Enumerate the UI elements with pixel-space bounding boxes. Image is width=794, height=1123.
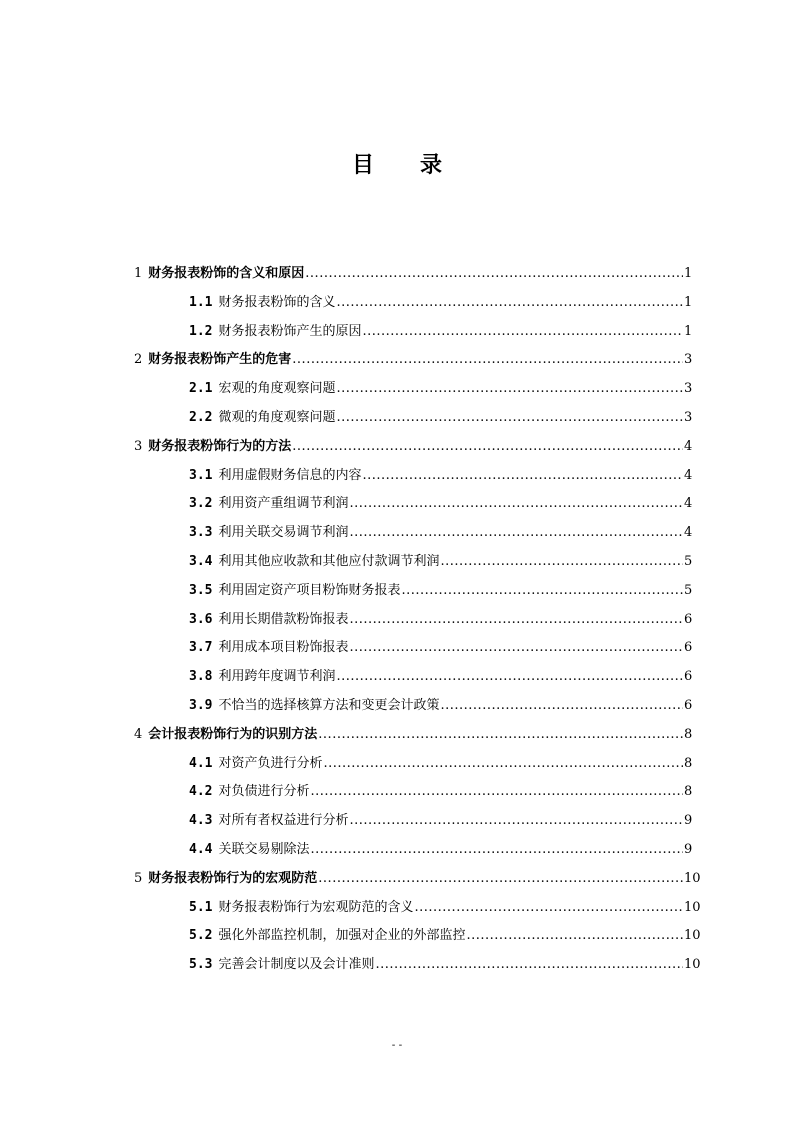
toc-entry-number: 3.7 (189, 640, 213, 656)
toc-entry-title: 利用虚假财务信息的内容 (218, 467, 362, 483)
toc-section-entry[interactable] (134, 291, 693, 320)
toc-entry-number: 5.2 (189, 928, 213, 944)
toc-entry-number: 3.9 (189, 697, 213, 713)
toc-leader-dots (311, 784, 684, 799)
toc-leader-dots (350, 640, 684, 655)
toc-leader-dots (324, 756, 684, 771)
toc-section-entry[interactable] (134, 579, 693, 608)
toc-entry-page-number: 6 (684, 640, 693, 656)
toc-entry-title: 微观的角度观察问题 (218, 409, 336, 425)
page-title (0, 148, 794, 179)
toc-entry-page-number: 4 (684, 467, 693, 483)
toc-entry-page-number: 10 (684, 870, 701, 886)
toc-leader-dots (318, 727, 683, 742)
toc-section-entry[interactable] (134, 752, 693, 781)
toc-leader-dots (292, 439, 683, 454)
toc-leader-dots (363, 324, 684, 339)
toc-entry-page-number: 3 (684, 409, 693, 425)
toc-chapter-entry[interactable] (134, 435, 693, 464)
toc-entry-number: 3.4 (189, 553, 213, 569)
toc-entry-page-number: 8 (684, 755, 693, 771)
toc-entry-page-number: 6 (684, 697, 693, 713)
toc-leader-dots (441, 554, 684, 569)
toc-entry-title: 财务报表粉饰的含义和原因 (148, 266, 305, 281)
toc-entry-number: 3.1 (189, 467, 213, 483)
toc-entry-page-number: 10 (684, 957, 701, 973)
toc-entry-title: 对所有者权益进行分析 (218, 813, 349, 829)
toc-section-entry[interactable] (134, 780, 693, 809)
toc-entry-number: 5.1 (189, 899, 213, 915)
toc-entry-title: 关联交易剔除法 (218, 841, 310, 857)
toc-entry-number: 3.5 (189, 582, 213, 598)
toc-leader-dots (318, 871, 683, 886)
toc-section-entry[interactable] (134, 406, 693, 435)
toc-entry-title: 不恰当的选择核算方法和变更会计政策 (218, 697, 440, 713)
toc-leader-dots (363, 468, 684, 483)
toc-entry-page-number: 4 (684, 438, 693, 454)
toc-leader-dots (350, 612, 684, 627)
toc-section-entry[interactable] (134, 636, 693, 665)
toc-entry-number: 4.4 (189, 841, 213, 857)
toc-entry-title: 利用固定资产项目粉饰财务报表 (218, 582, 401, 598)
toc-chapter-entry[interactable] (134, 723, 693, 752)
toc-entry-number: 3 (134, 438, 143, 454)
toc-leader-dots (337, 410, 684, 425)
toc-entry-title: 会计报表粉饰行为的识别方法 (148, 726, 318, 742)
toc-entry-number: 3.8 (189, 669, 213, 685)
toc-section-entry[interactable] (134, 492, 693, 521)
toc-leader-dots (337, 381, 684, 396)
toc-entry-title: 利用关联交易调节利润 (218, 525, 349, 541)
toc-entry-title: 利用长期借款粉饰报表 (218, 611, 349, 627)
toc-leader-dots (337, 295, 684, 310)
toc-entry-title: 财务报表粉饰行为的方法 (148, 438, 292, 454)
toc-section-entry[interactable] (134, 377, 693, 406)
toc-entry-number: 4.3 (189, 813, 213, 829)
toc-entry-title: 对资产负进行分析 (218, 755, 323, 771)
toc-entry-title: 财务报表粉饰产生的危害 (148, 352, 292, 368)
toc-leader-dots (350, 525, 684, 540)
toc-entry-number: 2.1 (189, 381, 213, 397)
toc-entry-number: 5.3 (189, 957, 213, 973)
toc-entry-page-number: 1 (684, 323, 693, 339)
table-of-contents (134, 262, 701, 982)
toc-entry-number: 4 (134, 726, 143, 742)
toc-section-entry[interactable] (134, 521, 693, 550)
toc-entry-title: 财务报表粉饰的含义 (218, 294, 336, 310)
toc-entry-page-number: 8 (684, 726, 693, 742)
toc-leader-dots (441, 698, 684, 713)
toc-entry-title: 宏观的角度观察问题 (218, 381, 336, 397)
toc-entry-number: 1.1 (189, 294, 213, 310)
toc-entry-title: 利用其他应收款和其他应付款调节利润 (218, 553, 440, 569)
toc-entry-page-number: 5 (684, 582, 693, 598)
toc-section-entry[interactable] (134, 464, 693, 493)
toc-section-entry[interactable] (134, 550, 693, 579)
toc-entry-title: 利用资产重组调节利润 (218, 496, 349, 512)
toc-entry-title: 利用成本项目粉饰报表 (218, 640, 349, 656)
toc-section-entry[interactable] (134, 809, 693, 838)
toc-leader-dots (305, 266, 683, 281)
toc-entry-page-number: 10 (684, 928, 701, 944)
title-char-2: 录 (420, 153, 443, 178)
toc-leader-dots (376, 957, 684, 972)
toc-entry-page-number: 6 (684, 611, 693, 627)
toc-entry-number: 1 (134, 266, 143, 281)
toc-entry-number: 3.6 (189, 611, 213, 627)
toc-entry-title: 财务报表粉饰行为的宏观防范 (148, 870, 318, 886)
toc-entry-title: 完善会计制度以及会计准则 (218, 957, 375, 973)
toc-entry-number: 5 (134, 870, 143, 886)
toc-entry-number: 3.2 (189, 496, 213, 512)
toc-leader-dots (350, 813, 684, 828)
toc-section-entry[interactable] (134, 953, 701, 982)
toc-leader-dots (311, 842, 684, 857)
toc-section-entry[interactable] (134, 320, 693, 349)
toc-entry-title: 财务报表粉饰产生的原因 (218, 323, 362, 339)
toc-chapter-entry[interactable] (134, 348, 693, 377)
toc-entry-number: 4.2 (189, 784, 213, 800)
toc-section-entry[interactable] (134, 665, 693, 694)
toc-entry-page-number: 3 (684, 352, 693, 368)
toc-entry-page-number: 5 (684, 553, 693, 569)
toc-section-entry[interactable] (134, 924, 701, 953)
toc-leader-dots (467, 928, 684, 943)
toc-entry-page-number: 10 (684, 899, 701, 915)
toc-entry-page-number: 3 (684, 381, 693, 397)
toc-section-entry[interactable] (134, 838, 693, 867)
toc-leader-dots (350, 496, 684, 511)
title-char-1: 目 (351, 153, 374, 178)
toc-chapter-entry[interactable] (134, 867, 701, 896)
toc-entry-page-number: 6 (684, 669, 693, 685)
toc-entry-number: 3.3 (189, 525, 213, 541)
toc-entry-page-number: 9 (684, 813, 693, 829)
toc-section-entry[interactable] (134, 694, 693, 723)
toc-entry-page-number: 8 (684, 784, 693, 800)
page-footer: - - (391, 1040, 403, 1051)
toc-entry-number: 2 (134, 352, 143, 368)
toc-entry-title: 利用跨年度调节利润 (218, 669, 336, 685)
toc-entry-page-number: 4 (684, 525, 693, 541)
toc-entry-title: 对负债进行分析 (218, 784, 310, 800)
toc-leader-dots (337, 669, 684, 684)
toc-entry-title: 财务报表粉饰行为宏观防范的含义 (218, 899, 414, 915)
toc-leader-dots (292, 352, 683, 367)
toc-entry-number: 2.2 (189, 409, 213, 425)
toc-entry-title: 强化外部监控机制，加强对企业的外部监控 (218, 928, 466, 944)
toc-entry-number: 4.1 (189, 755, 213, 771)
toc-section-entry[interactable] (134, 896, 701, 925)
toc-entry-page-number: 9 (684, 841, 693, 857)
toc-entry-number: 1.2 (189, 323, 213, 339)
toc-leader-dots (415, 900, 684, 915)
toc-entry-page-number: 1 (684, 294, 693, 310)
toc-leader-dots (402, 583, 684, 598)
toc-section-entry[interactable] (134, 608, 693, 637)
toc-entry-page-number: 1 (684, 266, 693, 281)
toc-chapter-entry[interactable] (134, 262, 693, 291)
toc-entry-page-number: 4 (684, 496, 693, 512)
